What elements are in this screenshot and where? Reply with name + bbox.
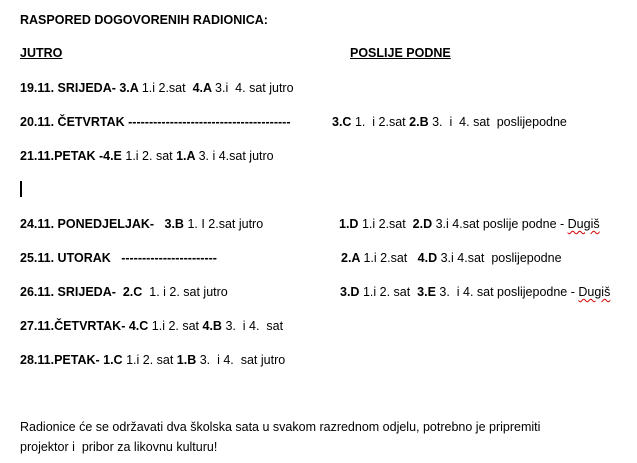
schedule-text-segment: 3.E bbox=[417, 285, 440, 299]
schedule-text-segment: 21.11.PETAK -4.E bbox=[20, 149, 126, 163]
schedule-text-segment: 25.11. UTORAK ----------------------- bbox=[20, 251, 217, 265]
page-title: RASPORED DOGOVORENIH RADIONICA: bbox=[20, 13, 268, 27]
schedule-text-segment: 3. i 4. sat bbox=[225, 319, 284, 333]
schedule-text-segment: 28.11.PETAK- 1.C bbox=[20, 353, 127, 367]
schedule-text-segment: 27.11.ČETVRTAK- 4.C bbox=[20, 319, 152, 333]
schedule-text-segment: 2.A bbox=[341, 251, 364, 265]
schedule-text-segment: 1.i 2.sat bbox=[361, 217, 413, 231]
schedule-text-segment: 3.i 4. sat jutro bbox=[215, 81, 294, 95]
schedule-row-1911 bbox=[20, 80, 294, 96]
schedule-text-segment: 1.A bbox=[176, 149, 199, 163]
schedule-text-segment: 3. i 4. sat poslijepodne bbox=[432, 115, 567, 129]
schedule-text-segment: 20.11. ČETVRTAK --------------------------------------- bbox=[20, 115, 291, 129]
schedule-text-segment: 26.11. SRIJEDA- 2.C bbox=[20, 285, 146, 299]
schedule-text-segment: 4.A bbox=[192, 81, 216, 95]
schedule-row-2511 bbox=[20, 250, 217, 266]
schedule-text-segment: 1.i 2.sat bbox=[363, 251, 418, 265]
schedule-text-segment: 1. i 2. sat jutro bbox=[145, 285, 228, 299]
schedule-row-2011-afternoon bbox=[332, 114, 567, 130]
schedule-text-segment: 3.i 4.sat poslijepodne bbox=[440, 251, 562, 265]
footer-note-line1: Radionice će se održavati dva školska sata u svakom razrednom odjelu, potrebno je pripremiti bbox=[20, 420, 541, 434]
schedule-text-segment: 1.i 2.sat bbox=[141, 81, 193, 95]
schedule-text-segment: 3. i 4. sat poslijepodne - bbox=[439, 285, 579, 299]
schedule-text-segment: 24.11. PONEDJELJAK- 3.B bbox=[20, 217, 188, 231]
schedule-text-segment: 3.i 4.sat poslije podne - bbox=[435, 217, 568, 231]
schedule-text-segment: 3.C bbox=[332, 115, 355, 129]
schedule-row-2611-afternoon bbox=[340, 284, 610, 300]
schedule-text-segment: 1. I 2.sat jutro bbox=[187, 217, 264, 231]
schedule-row-2411-afternoon bbox=[339, 216, 600, 232]
schedule-text-segment: 1.i 2. sat bbox=[362, 285, 418, 299]
schedule-text-segment: 4.B bbox=[202, 319, 226, 333]
schedule-text-segment: 3. i 4. sat jutro bbox=[199, 353, 286, 367]
header-morning: JUTRO bbox=[20, 46, 63, 60]
schedule-text-segment: 4.D bbox=[417, 251, 441, 265]
schedule-text-segment: 1.B bbox=[176, 353, 200, 367]
spellcheck-word: Dugiš bbox=[567, 217, 600, 231]
schedule-text-segment: 2.D bbox=[412, 217, 436, 231]
schedule-text-segment: 1.D bbox=[339, 217, 362, 231]
schedule-row-2511-afternoon bbox=[341, 250, 562, 266]
header-afternoon: POSLIJE PODNE bbox=[350, 46, 451, 60]
schedule-text-segment: 1.i 2. sat bbox=[125, 149, 177, 163]
schedule-row-2711 bbox=[20, 318, 283, 334]
footer-note-line2: projektor i pribor za likovnu kulturu! bbox=[20, 440, 218, 454]
schedule-row-2411 bbox=[20, 216, 263, 232]
schedule-text-segment: 1.i 2. sat bbox=[126, 353, 177, 367]
schedule-text-segment: 3.D bbox=[340, 285, 363, 299]
text-cursor bbox=[20, 181, 22, 197]
schedule-text-segment: 19.11. SRIJEDA- 3.A bbox=[20, 81, 142, 95]
schedule-text-segment: 1.i 2. sat bbox=[151, 319, 203, 333]
schedule-row-2011 bbox=[20, 114, 290, 130]
schedule-text-segment: 3. i 4.sat jutro bbox=[198, 149, 274, 163]
spellcheck-word: Dugiš bbox=[578, 285, 611, 299]
schedule-row-2811 bbox=[20, 352, 285, 368]
schedule-text-segment: 2.B bbox=[409, 115, 433, 129]
schedule-row-2611 bbox=[20, 284, 228, 300]
schedule-text-segment: 1. i 2.sat bbox=[354, 115, 410, 129]
schedule-row-2111 bbox=[20, 148, 274, 164]
